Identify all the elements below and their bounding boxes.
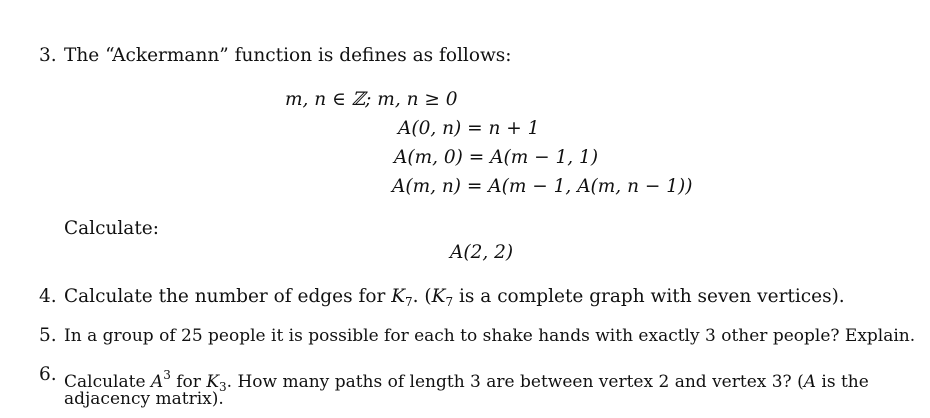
k3-symbol: K: [206, 372, 220, 392]
problem-6-text-a: Calculate: [64, 372, 151, 392]
problem-6-number: 6.: [39, 364, 57, 385]
problem-4-text: [64, 286, 845, 313]
a-superscript: 3: [163, 368, 171, 382]
problem-6-line-2: adjacency matrix).: [64, 389, 224, 409]
problem-6-text-c: . How many paths of length 3 are between vertex 2 and vertex 3? (: [226, 372, 804, 392]
k7-symbol: K: [391, 286, 406, 307]
problem-6-text-d: is the: [816, 372, 869, 392]
k7-subscript: 7: [405, 295, 413, 309]
problem-4-text-c: is a complete graph with seven vertices).: [453, 286, 845, 307]
ackermann-eq-2: A(m, 0) = A(m − 1, 1): [394, 147, 599, 168]
k7-subscript-2: 7: [445, 295, 454, 309]
problem-3-number: 3.: [39, 45, 57, 66]
problem-4-number: 4.: [39, 286, 57, 307]
calculate-expression: A(2, 2): [450, 242, 514, 263]
problem-4-text-b: . (: [412, 286, 432, 307]
a-symbol-2: A: [803, 372, 816, 392]
ackermann-eq-3: A(m, n) = A(m − 1, A(m, n − 1)): [392, 176, 693, 197]
problem-5-number: 5.: [39, 325, 57, 346]
k3-subscript: 3: [219, 380, 227, 394]
a-symbol: A: [150, 372, 164, 392]
ackermann-eq-1: A(0, n) = n + 1: [398, 118, 540, 139]
calculate-label: Calculate:: [64, 218, 159, 239]
problem-4-text-a: Calculate the number of edges for: [64, 286, 392, 307]
k7-symbol-2: K: [431, 286, 446, 307]
problem-5-text: In a group of 25 people it is possible for each to shake hands with exactly 3 other people? Explain.: [64, 326, 916, 346]
problem-6-text-b: for: [170, 372, 207, 392]
problem-3-intro: The “Ackermann” function is defines as follows:: [64, 45, 512, 66]
ackermann-domain: m, n ∈ ℤ; m, n ≥ 0: [285, 89, 458, 110]
